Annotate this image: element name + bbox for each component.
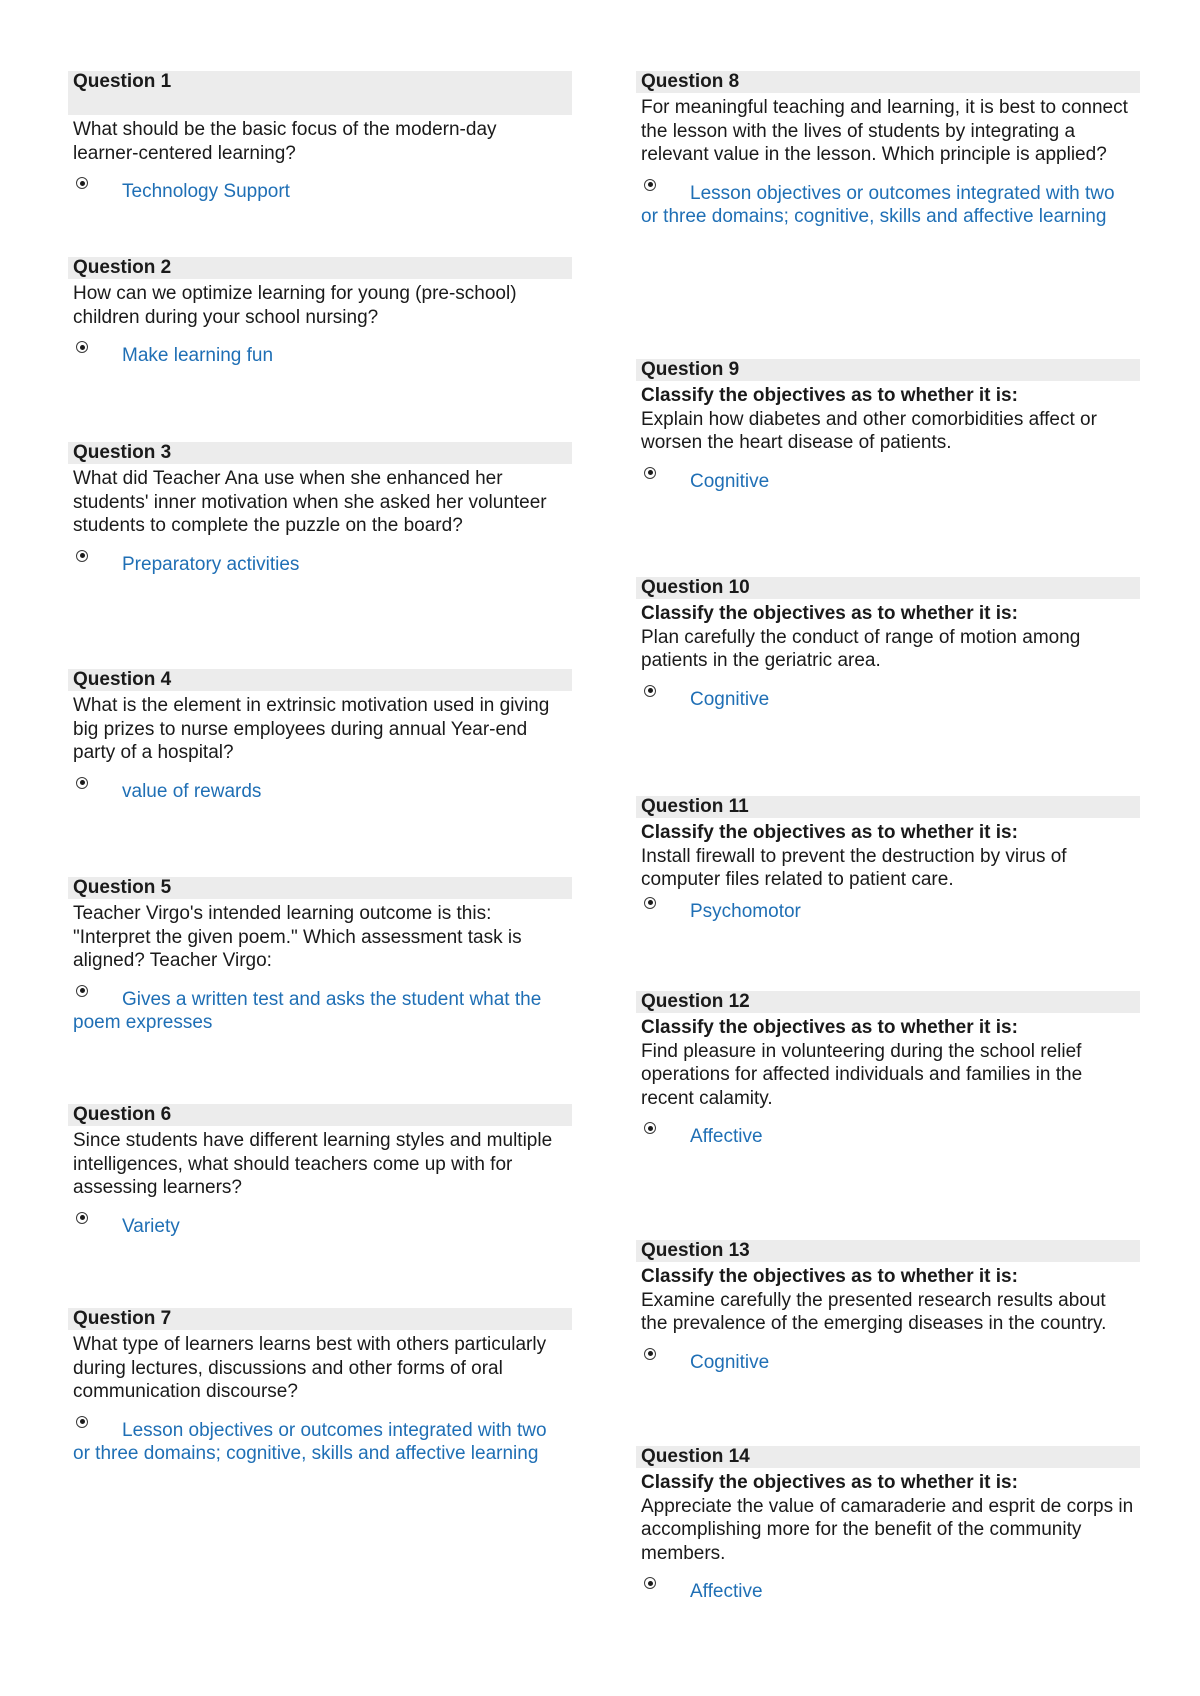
answer-option[interactable]: [636, 1351, 1140, 1375]
question-header: Question 3: [68, 442, 572, 464]
question-text: Explain how diabetes and other comorbidities affect or worsen the heart disease of patients.: [641, 408, 1097, 453]
question-text: What should be the basic focus of the modern-day learner-centered learning?: [73, 119, 497, 164]
answer-option[interactable]: [636, 1580, 1140, 1604]
answer-option[interactable]: [68, 1419, 572, 1466]
question-header: Question 5: [68, 877, 572, 899]
question-14: [636, 1446, 1140, 1604]
question-header: Question 2: [68, 257, 572, 279]
answer-label: Affective: [690, 1581, 763, 1602]
question-4: [68, 669, 572, 803]
question-text: What type of learners learns best with others particularly during lectures, discussions and other forms of oral communication discourse?: [73, 1334, 547, 1402]
question-instruction: Classify the objectives as to whether it is:: [641, 1017, 1018, 1038]
question-13: [636, 1240, 1140, 1374]
radio-selected-icon[interactable]: [76, 550, 88, 562]
answer-label: Lesson objectives or outcomes integrated with two or three domains; cognitive, skills and affective learning: [641, 182, 1115, 227]
question-text: Teacher Virgo's intended learning outcome is this: "Interpret the given poem." Which assessment task is aligned? Teacher Virgo:: [73, 903, 522, 971]
question-8: [636, 71, 1140, 229]
answer-label: Variety: [122, 1215, 180, 1237]
answer-option[interactable]: [636, 182, 1140, 229]
question-header: Question 1: [68, 71, 572, 115]
question-text: Appreciate the value of camaraderie and esprit de corps in accomplishing more for the benefit of the community members.: [641, 1495, 1134, 1564]
question-2: [68, 257, 572, 368]
radio-selected-icon[interactable]: [644, 467, 656, 479]
radio-selected-icon[interactable]: [644, 1348, 656, 1360]
answer-option[interactable]: [636, 688, 1140, 712]
radio-selected-icon[interactable]: [76, 1416, 88, 1428]
question-text: What is the element in extrinsic motivation used in giving big prizes to nurse employees during annual Year-end party of a hospital?: [73, 695, 550, 763]
question-instruction: Classify the objectives as to whether it is:: [641, 385, 1018, 406]
question-header: Question 8: [636, 71, 1140, 93]
question-header: Question 14: [636, 1446, 1140, 1468]
question-instruction: Classify the objectives as to whether it is:: [641, 822, 1018, 843]
answer-option[interactable]: [636, 900, 1140, 924]
question-6: [68, 1104, 572, 1238]
question-text: What did Teacher Ana use when she enhanced her students' inner motivation when she asked her volunteer students to complete the puzzle on the board?: [73, 468, 547, 536]
question-header: Question 11: [636, 796, 1140, 818]
radio-selected-icon[interactable]: [644, 1122, 656, 1134]
question-12: [636, 991, 1140, 1149]
answer-label: Preparatory activities: [122, 553, 300, 575]
answer-label: Make learning fun: [122, 345, 274, 366]
answer-option[interactable]: [68, 180, 572, 204]
question-text: Examine carefully the presented research results about the prevalence of the emerging diseases in the country.: [641, 1289, 1107, 1334]
answer-option[interactable]: [68, 344, 572, 368]
radio-selected-icon[interactable]: [76, 177, 88, 189]
answer-label: Cognitive: [690, 470, 770, 492]
radio-selected-icon[interactable]: [644, 897, 656, 909]
answer-label: Cognitive: [690, 1351, 770, 1373]
question-1: [68, 71, 572, 204]
question-9: [636, 359, 1140, 493]
question-text: Find pleasure in volunteering during the school relief operations for affected individuals and families in the recent calamity.: [641, 1040, 1083, 1109]
answer-label: Psychomotor: [690, 900, 801, 922]
answer-label: Affective: [690, 1126, 763, 1147]
question-11: [636, 796, 1140, 923]
answer-label: Gives a written test and asks the student what the poem expresses: [73, 988, 542, 1033]
answer-option[interactable]: [68, 553, 572, 577]
radio-selected-icon[interactable]: [644, 179, 656, 191]
question-header: Question 7: [68, 1308, 572, 1330]
question-instruction: Classify the objectives as to whether it is:: [641, 1266, 1018, 1287]
question-text: For meaningful teaching and learning, it is best to connect the lesson with the lives of students by integrating a relevant value in the lesson. Which principle is applied?: [641, 97, 1128, 165]
question-5: [68, 877, 572, 1035]
answer-label: Technology Support: [122, 181, 290, 202]
question-header: Question 10: [636, 577, 1140, 599]
answer-option[interactable]: [68, 1215, 572, 1239]
radio-selected-icon[interactable]: [76, 777, 88, 789]
answer-option[interactable]: [68, 780, 572, 804]
answer-option[interactable]: [636, 1125, 1140, 1149]
radio-selected-icon[interactable]: [76, 341, 88, 353]
question-text: Plan carefully the conduct of range of motion among patients in the geriatric area.: [641, 626, 1081, 671]
question-text: Since students have different learning styles and multiple intelligences, what should teachers come up with for assessing learners?: [73, 1130, 553, 1198]
answer-label: Cognitive: [690, 688, 770, 710]
question-header: Question 12: [636, 991, 1140, 1013]
radio-selected-icon[interactable]: [76, 985, 88, 997]
answer-label: value of rewards: [122, 780, 262, 802]
question-header: Question 4: [68, 669, 572, 691]
question-header: Question 13: [636, 1240, 1140, 1262]
question-instruction: Classify the objectives as to whether it is:: [641, 603, 1018, 624]
question-instruction: Classify the objectives as to whether it is:: [641, 1472, 1018, 1493]
answer-option[interactable]: [636, 470, 1140, 494]
question-header: Question 9: [636, 359, 1140, 381]
radio-selected-icon[interactable]: [76, 1212, 88, 1224]
question-3: [68, 442, 572, 576]
answer-option[interactable]: [68, 988, 572, 1035]
question-7: [68, 1308, 572, 1466]
answer-label: Lesson objectives or outcomes integrated with two or three domains; cognitive, skills and affective learning: [73, 1419, 547, 1464]
question-text: Install firewall to prevent the destruction by virus of computer files related to patient care.: [641, 845, 1067, 890]
radio-selected-icon[interactable]: [644, 1577, 656, 1589]
radio-selected-icon[interactable]: [644, 685, 656, 697]
question-10: [636, 577, 1140, 711]
question-header: Question 6: [68, 1104, 572, 1126]
question-text: How can we optimize learning for young (pre-school) children during your school nursing?: [73, 283, 517, 328]
